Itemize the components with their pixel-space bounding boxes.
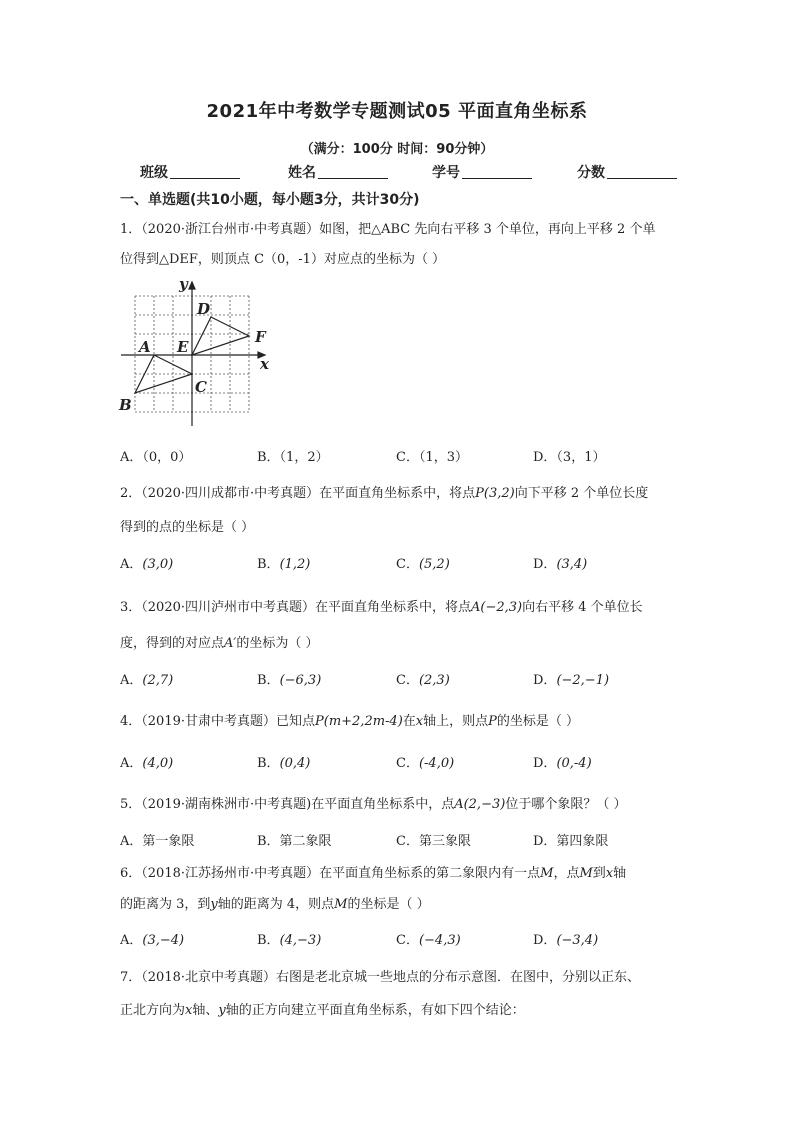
point-f-label: F — [255, 328, 266, 346]
q7-line2-text-c: 轴的正方向建立平面直角坐标系，有如下四个结论： — [225, 1003, 525, 1018]
q3-line1 — [120, 596, 643, 615]
point-c-label: C — [195, 378, 207, 396]
q6-axis-y: y — [210, 897, 218, 912]
q4-option-d-letter: D． — [533, 756, 557, 771]
q4-option-d-value: (0,-4) — [556, 756, 592, 771]
q7-line2 — [120, 999, 525, 1018]
q6-line1 — [120, 862, 626, 881]
q6-option-a[interactable] — [120, 929, 184, 948]
q3-option-c-letter: C． — [396, 673, 419, 688]
y-axis-label: y — [179, 275, 188, 293]
q6-option-c-value: (−4,3) — [418, 933, 461, 948]
q2-option-c[interactable] — [396, 553, 450, 572]
q2-option-d-value: (3,4) — [556, 557, 588, 572]
q3-option-d-letter: D． — [533, 673, 557, 688]
q2-option-b-value: (1,2) — [279, 557, 311, 572]
q1-line2: 位得到△DEF，则顶点 C（0，-1）对应点的坐标为（ ） — [120, 252, 446, 267]
point-d-label: D — [197, 300, 211, 318]
student-id-blank[interactable] — [462, 164, 532, 179]
q5-line1-text-a: 5．（2019·湖南株洲市·中考真题)在平面直角坐标系中，点 — [120, 797, 455, 812]
q2-point-expression: P(3,2) — [475, 486, 515, 501]
q6-line2-text-b: 轴的距离为 4，则点 — [217, 897, 335, 912]
page-subtitle: （满分：100分 时间：90分钟） — [300, 142, 494, 157]
q2-option-c-value: (5,2) — [418, 557, 450, 572]
q3-line2 — [120, 632, 319, 651]
q4-line1-text-a: 4．（2019·甘肃中考真题）已知点 — [120, 714, 315, 729]
q3-line2-text-a: 度，得到的对应点 — [120, 636, 225, 651]
name-field[interactable] — [288, 162, 388, 182]
q5-line1 — [120, 793, 626, 812]
q4-axis-variable: x — [415, 714, 424, 729]
q7-line1: 7．（2018·北京中考真题）右图是老北京城一些地点的分布示意图．在图中，分别以正东、 — [120, 970, 640, 985]
q2-line1-text-b: 向下平移 2 个单位长度 — [514, 486, 649, 501]
q6-line1-text-c: 到 — [592, 866, 606, 881]
q4-point-name: P — [488, 714, 497, 729]
q5-option-a[interactable]: A．第一象限 — [120, 834, 195, 849]
q5-option-d[interactable]: D．第四象限 — [533, 834, 609, 849]
q5-option-b[interactable]: B．第二象限 — [257, 834, 332, 849]
q4-option-b-letter: B． — [257, 756, 280, 771]
q4-option-c-value: (-4,0) — [418, 756, 455, 771]
q3-option-c[interactable] — [396, 669, 450, 688]
q3-line1-text-a: 3．（2020·四川泸州市中考真题）在平面直角坐标系中，将点 — [120, 600, 471, 615]
q6-line1-text-b: ，点 — [553, 866, 580, 881]
q6-option-a-letter: A． — [120, 933, 143, 948]
q2-option-a[interactable] — [120, 553, 173, 572]
q3-point-expression: A(−2,3) — [471, 600, 523, 615]
q4-option-b[interactable] — [257, 752, 310, 771]
q6-option-b[interactable] — [257, 929, 321, 948]
q6-option-d-value: (−3,4) — [556, 933, 599, 948]
q3-line2-text-b: 的坐标为（ ） — [236, 636, 319, 651]
q2-option-b-letter: B． — [257, 557, 280, 572]
q7-axis-x: x — [185, 1003, 193, 1018]
q6-line2-text-a: 的距离为 3，到 — [120, 897, 211, 912]
q2-line1-text-a: 2．（2020·四川成都市·中考真题）在平面直角坐标系中，将点 — [120, 486, 476, 501]
q6-line2 — [120, 893, 430, 912]
q3-option-d-value: (−2,−1) — [556, 673, 610, 688]
q6-option-d[interactable] — [533, 929, 598, 948]
q4-option-c-letter: C． — [396, 756, 419, 771]
q6-point-m: M — [540, 866, 554, 881]
q3-option-a-value: (2,7) — [142, 673, 174, 688]
q4-option-c[interactable] — [396, 752, 454, 771]
q4-line1 — [120, 710, 579, 729]
q2-line2: 得到的点的坐标是（ ） — [120, 520, 255, 535]
q6-option-a-value: (3,−4) — [142, 933, 185, 948]
q3-line1-text-b: 向右平移 4 个单位长 — [522, 600, 643, 615]
class-field[interactable] — [140, 162, 240, 182]
q1-option-d[interactable]: D．（3，1） — [533, 450, 606, 465]
q4-option-b-value: (0,4) — [279, 756, 311, 771]
q6-option-b-value: (4,−3) — [279, 933, 322, 948]
point-e-label: E — [177, 338, 189, 356]
q6-axis-x: x — [605, 866, 614, 881]
score-field[interactable] — [577, 162, 677, 182]
point-a-label: A — [139, 338, 151, 356]
q2-option-a-letter: A． — [120, 557, 143, 572]
q6-point-m-3: M — [334, 897, 348, 912]
q2-option-a-value: (3,0) — [142, 557, 174, 572]
name-label: 姓名 — [288, 165, 316, 181]
q3-option-a-letter: A． — [120, 673, 143, 688]
q2-option-d[interactable] — [533, 553, 587, 572]
q7-line2-text-b: 轴、 — [192, 1003, 219, 1018]
q4-line1-text-d: 的坐标是（ ） — [496, 714, 580, 729]
q5-line1-text-b: 位于哪个象限？（ ） — [505, 797, 627, 812]
q3-option-b[interactable] — [257, 669, 321, 688]
q4-option-a-value: (4,0) — [142, 756, 174, 771]
q5-option-c[interactable]: C．第三象限 — [396, 834, 471, 849]
section-heading: 一、单选题(共10小题，每小题3分，共计30分) — [120, 192, 420, 208]
x-axis-label: x — [260, 355, 269, 373]
name-blank[interactable] — [318, 164, 388, 179]
point-b-label: B — [119, 396, 132, 414]
q4-option-a-letter: A． — [120, 756, 143, 771]
q1-option-c[interactable]: C．（1，3） — [396, 450, 468, 465]
q6-point-m-2: M — [579, 866, 593, 881]
q3-point-prime: A′ — [224, 636, 237, 651]
score-blank[interactable] — [607, 164, 677, 179]
q6-line1-text-d: 轴 — [613, 866, 627, 881]
q3-option-b-letter: B． — [257, 673, 280, 688]
q6-option-c-letter: C． — [396, 933, 419, 948]
q7-axis-y: y — [218, 1003, 226, 1018]
q1-grid-figure — [115, 274, 285, 434]
q4-line1-text-b: 在 — [402, 714, 416, 729]
q6-option-d-letter: D． — [533, 933, 557, 948]
q6-option-c[interactable] — [396, 929, 461, 948]
q2-line1 — [120, 482, 648, 501]
class-label: 班级 — [140, 165, 168, 181]
q3-option-d[interactable] — [533, 669, 609, 688]
q4-line1-text-c: 轴上，则点 — [423, 714, 489, 729]
q2-option-c-letter: C． — [396, 557, 419, 572]
q6-line1-text-a: 6．（2018·江苏扬州市·中考真题）在平面直角坐标系的第二象限内有一点 — [120, 866, 541, 881]
q4-point-expression: P(m+2,2m-4) — [315, 714, 403, 729]
page-title: 2021年中考数学专题测试05 平面直角坐标系 — [206, 101, 588, 122]
q4-option-a[interactable] — [120, 752, 173, 771]
q2-option-d-letter: D． — [533, 557, 557, 572]
q6-option-b-letter: B． — [257, 933, 280, 948]
student-info-fields — [140, 162, 700, 184]
q1-option-b[interactable]: B．（1，2） — [257, 450, 329, 465]
q3-option-c-value: (2,3) — [418, 673, 450, 688]
student-id-label: 学号 — [432, 165, 460, 181]
q6-line2-text-c: 的坐标是（ ） — [347, 897, 430, 912]
class-blank[interactable] — [170, 164, 240, 179]
q3-option-a[interactable] — [120, 669, 173, 688]
q3-option-b-value: (−6,3) — [279, 673, 322, 688]
q4-option-d[interactable] — [533, 752, 592, 771]
student-id-field[interactable] — [432, 162, 532, 182]
score-label: 分数 — [577, 165, 605, 181]
q1-option-a[interactable]: A．（0，0） — [120, 450, 192, 465]
q5-point-expression: A(2,−3) — [454, 797, 506, 812]
q2-option-b[interactable] — [257, 553, 310, 572]
q1-line1: 1．（2020·浙江台州市·中考真题）如图，把△ABC 先向右平移 3 个单位，再向上平移 2 个单 — [120, 222, 656, 237]
triangle-def — [192, 317, 249, 355]
q7-line2-text-a: 正北方向为 — [120, 1003, 186, 1018]
